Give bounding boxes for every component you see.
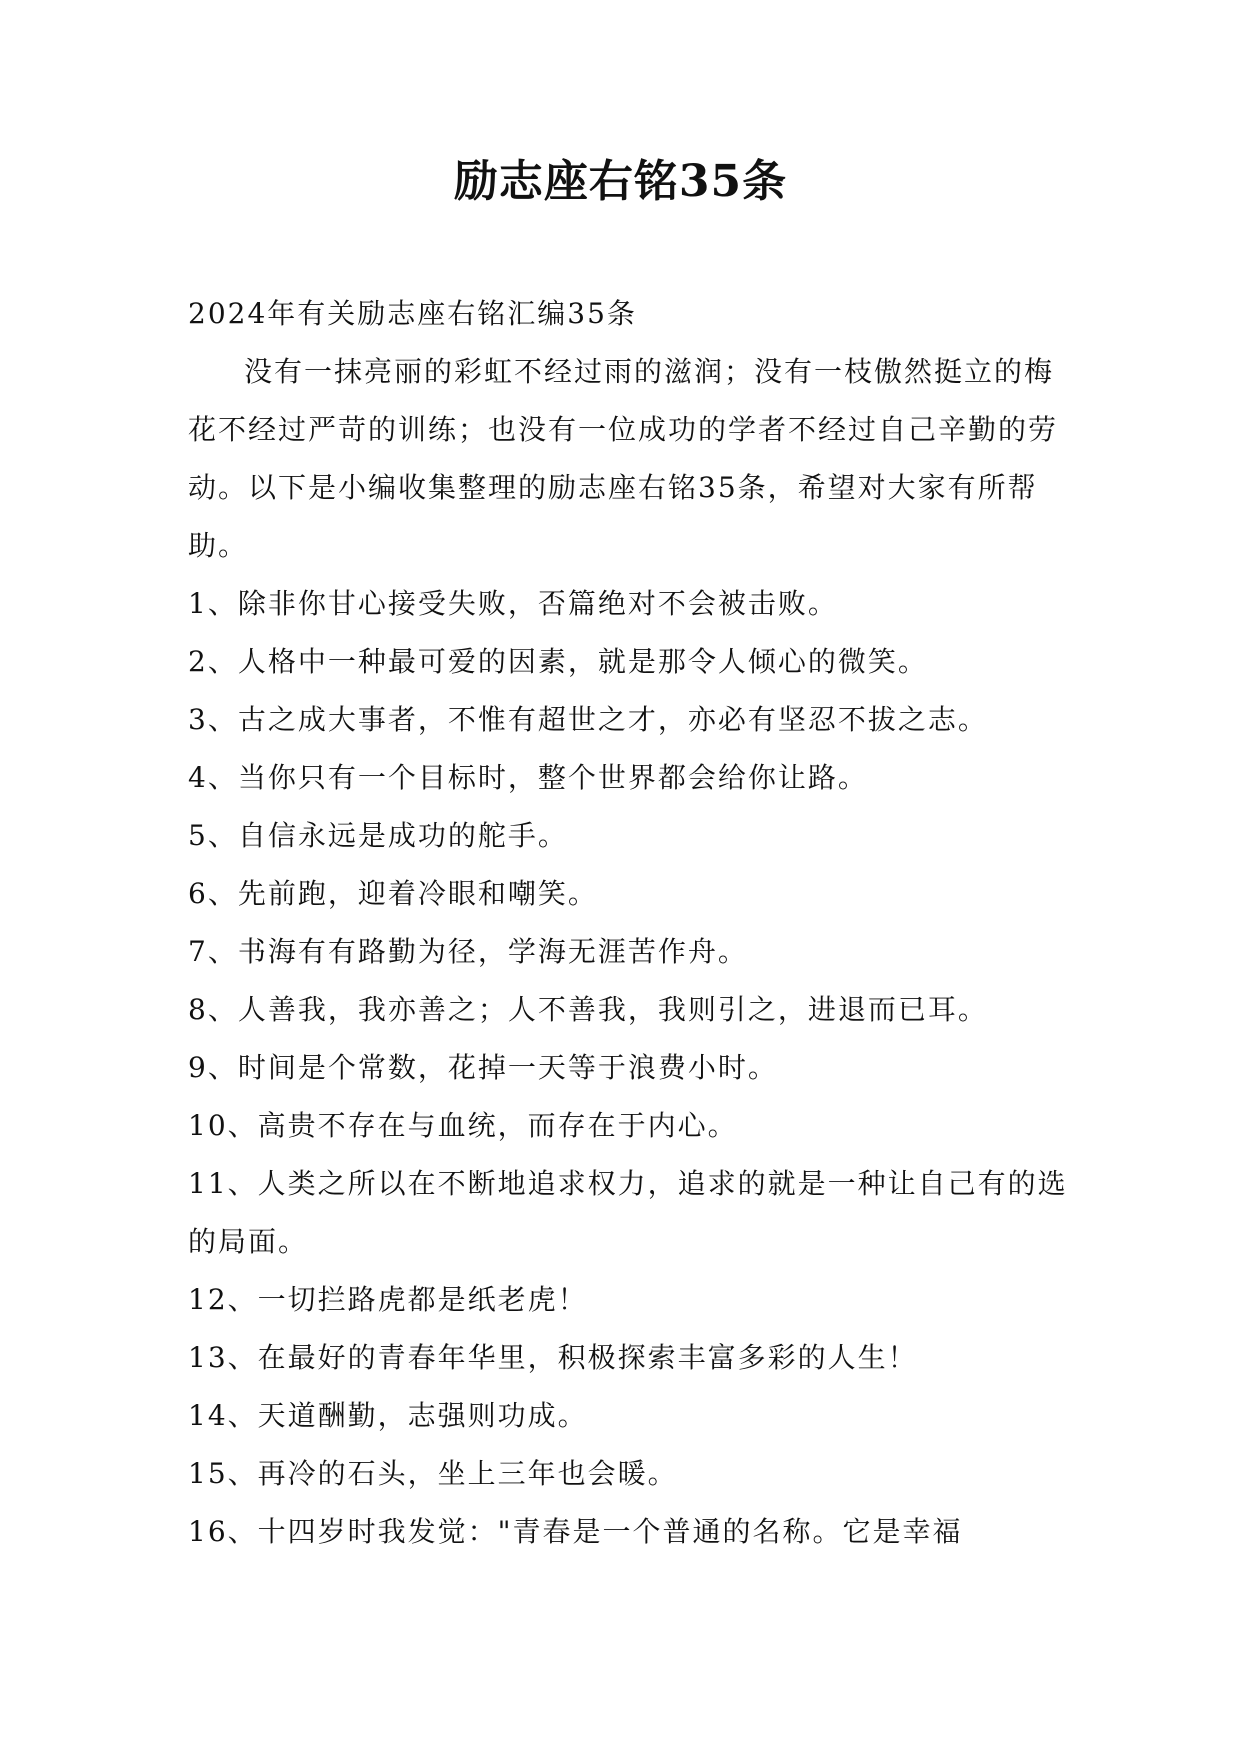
document-body bbox=[188, 285, 1068, 1561]
list-item: 4、当你只有一个目标时，整个世界都会给你让路。 bbox=[188, 761, 868, 794]
list-item: 1、除非你甘心接受失败，否篇绝对不会被击败。 bbox=[188, 587, 838, 620]
intro-paragraph: 没有一抹亮丽的彩虹不经过雨的滋润；没有一枝傲然挺立的梅花不经过严苛的训练；也没有一位成功的学者不经过自己辛勤的劳动。以下是小编收集整理的励志座右铭35条，希望对大家有所帮助。 bbox=[188, 355, 1059, 562]
list-item: 16、十四岁时我发觉："青春是一个普通的名称。它是幸福 bbox=[188, 1515, 963, 1548]
page-title: 励志座右铭35条 bbox=[453, 156, 788, 207]
list-item: 5、自信永远是成功的舵手。 bbox=[188, 819, 568, 852]
list-item: 14、天道酬勤，志强则功成。 bbox=[188, 1399, 588, 1432]
list-item: 6、先前跑，迎着冷眼和嘲笑。 bbox=[188, 877, 598, 910]
list-item: 3、古之成大事者，不惟有超世之才，亦必有坚忍不拔之志。 bbox=[188, 703, 988, 736]
list-item: 12、一切拦路虎都是纸老虎！ bbox=[188, 1283, 588, 1316]
list-item: 10、高贵不存在与血统，而存在于内心。 bbox=[188, 1109, 738, 1142]
list-item: 2、人格中一种最可爱的因素，就是那令人倾心的微笑。 bbox=[188, 645, 928, 678]
list-item: 7、书海有有路勤为径，学海无涯苦作舟。 bbox=[188, 935, 748, 968]
list-item: 13、在最好的青春年华里，积极探索丰富多彩的人生！ bbox=[188, 1341, 918, 1374]
document-subtitle: 2024年有关励志座右铭汇编35条 bbox=[188, 297, 637, 330]
list-item: 15、再冷的石头，坐上三年也会暖。 bbox=[188, 1457, 678, 1490]
list-item: 11、人类之所以在不断地追求权力，追求的就是一种让自己有的选的局面。 bbox=[188, 1167, 1068, 1258]
list-item: 9、时间是个常数，花掉一天等于浪费小时。 bbox=[188, 1051, 778, 1084]
list-item: 8、人善我，我亦善之；人不善我，我则引之，进退而已耳。 bbox=[188, 993, 988, 1026]
